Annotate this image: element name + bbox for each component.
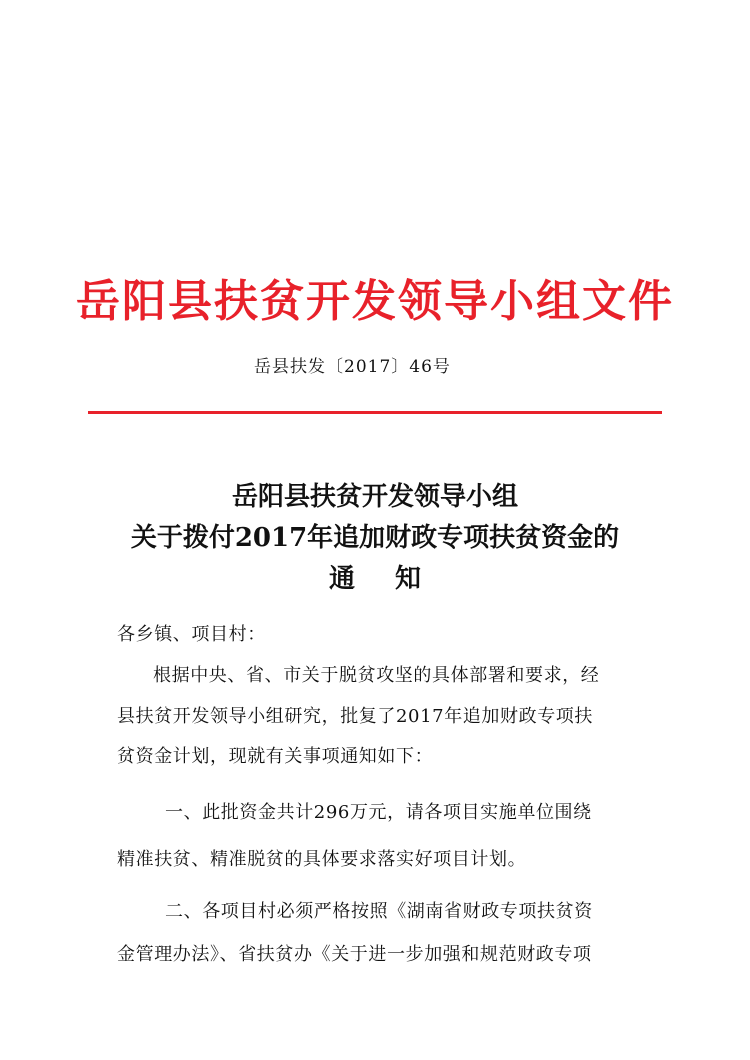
paragraph-2-line-2: 精准扶贫、精准脱贫的具体要求落实好项目计划。	[117, 849, 527, 870]
paragraph-3-line-2: 金管理办法》、省扶贫办《关于进一步加强和规范财政专项	[117, 944, 592, 965]
paragraph-2-line-1: 一、此批资金共计296万元，请各项目实施单位围绕	[165, 802, 592, 823]
red-divider	[88, 411, 662, 414]
document-number: 岳县扶发〔2017〕46号	[254, 357, 451, 377]
paragraph-1-line-2: 县扶贫开发领导小组研究，批复了2017年追加财政专项扶	[117, 706, 594, 727]
paragraph-1-line-3: 贫资金计划，现就有关事项通知如下：	[117, 746, 434, 767]
notice-title-line-1: 岳阳县扶贫开发领导小组	[231, 482, 518, 512]
salutation: 各乡镇、项目村：	[117, 624, 266, 645]
notice-title-line-3: 通知	[328, 564, 461, 594]
paragraph-3-line-1: 二、各项目村必须严格按照《湖南省财政专项扶贫资	[165, 901, 593, 922]
paragraph-1-line-1: 根据中央、省、市关于脱贫攻坚的具体部署和要求，经	[153, 665, 600, 686]
masthead-title: 岳阳县扶贫开发领导小组文件	[76, 276, 674, 327]
notice-title-line-2: 关于拨付2017年追加财政专项扶贫资金的	[130, 523, 620, 553]
